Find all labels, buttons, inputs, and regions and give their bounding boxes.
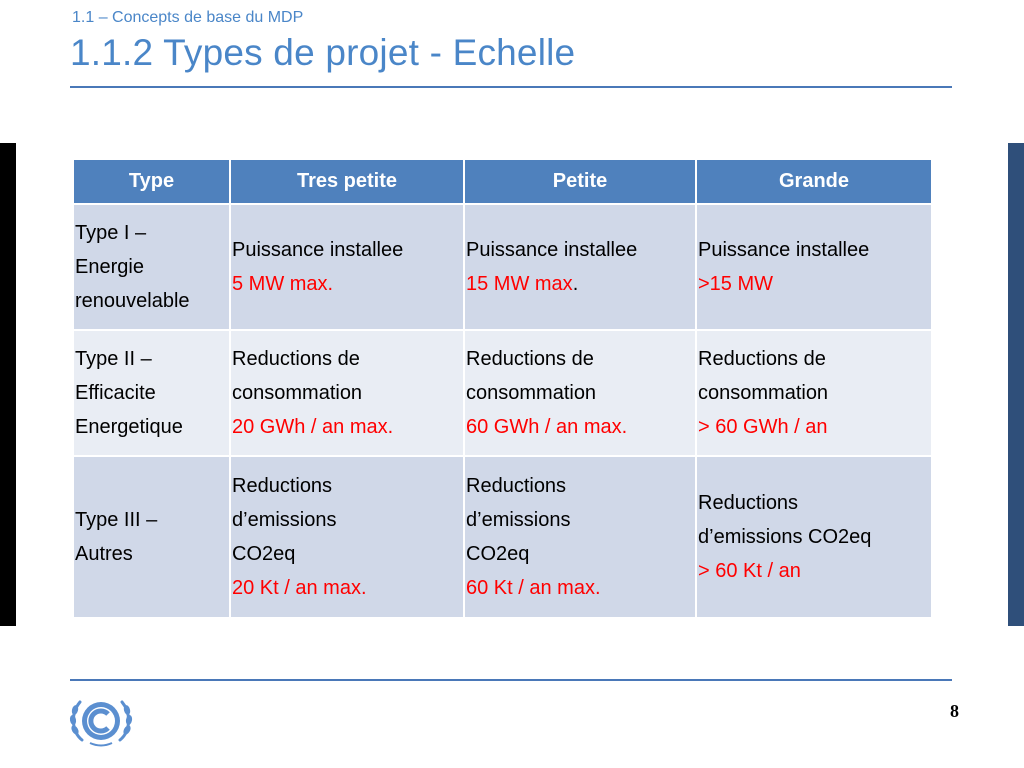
- unfccc-logo-icon: [66, 694, 136, 750]
- section-subtitle: 1.1 – Concepts de base du MDP: [72, 9, 304, 26]
- limit-value: 60 Kt / an max.: [466, 577, 601, 599]
- table-row: [73, 456, 932, 618]
- left-edge-bar: [0, 143, 16, 626]
- table-cell: Reductions d’emissions CO2eq 20 Kt / an max.: [230, 456, 464, 618]
- table-cell: Puissance installee >15 MW: [696, 204, 932, 330]
- slide-title: 1.1.2 Types de projet - Echelle: [70, 32, 576, 73]
- column-header-type: Type: [73, 159, 230, 204]
- limit-value: 60 GWh / an max.: [466, 416, 628, 438]
- table-cell: Reductions de consommation 60 GWh / an max.: [464, 330, 696, 456]
- table-row: [73, 330, 932, 456]
- table-header-row: [73, 159, 932, 204]
- column-header-tres-petite: Tres petite: [230, 159, 464, 204]
- type-cell: Type III – Autres: [73, 456, 230, 618]
- right-edge-bar: [1008, 143, 1024, 626]
- bottom-divider: [70, 679, 952, 681]
- table-cell: Reductions d’emissions CO2eq 60 Kt / an max.: [464, 456, 696, 618]
- table-row: [73, 204, 932, 330]
- top-divider: [70, 86, 952, 88]
- table-cell: Puissance installee 15 MW max.: [464, 204, 696, 330]
- limit-value: 5 MW max.: [232, 273, 334, 295]
- type-cell: Type II – Efficacite Energetique: [73, 330, 230, 456]
- column-header-petite: Petite: [464, 159, 696, 204]
- type-cell: Type I – Energie renouvelable: [73, 204, 230, 330]
- limit-value: > 60 GWh / an: [698, 416, 828, 438]
- column-header-grande: Grande: [696, 159, 932, 204]
- limit-value: 20 GWh / an max.: [232, 416, 394, 438]
- limit-value: > 60 Kt / an: [698, 560, 801, 582]
- table-cell: Reductions de consommation 20 GWh / an max.: [230, 330, 464, 456]
- limit-value: 15 MW max: [466, 273, 573, 295]
- page-number: 8: [950, 701, 959, 721]
- table-cell: Puissance installee 5 MW max.: [230, 204, 464, 330]
- table-cell: Reductions d’emissions CO2eq > 60 Kt / an: [696, 456, 932, 618]
- project-scale-table: [72, 158, 933, 619]
- table-cell: Reductions de consommation > 60 GWh / an: [696, 330, 932, 456]
- limit-value: 20 Kt / an max.: [232, 577, 367, 599]
- limit-value: >15 MW: [698, 273, 774, 295]
